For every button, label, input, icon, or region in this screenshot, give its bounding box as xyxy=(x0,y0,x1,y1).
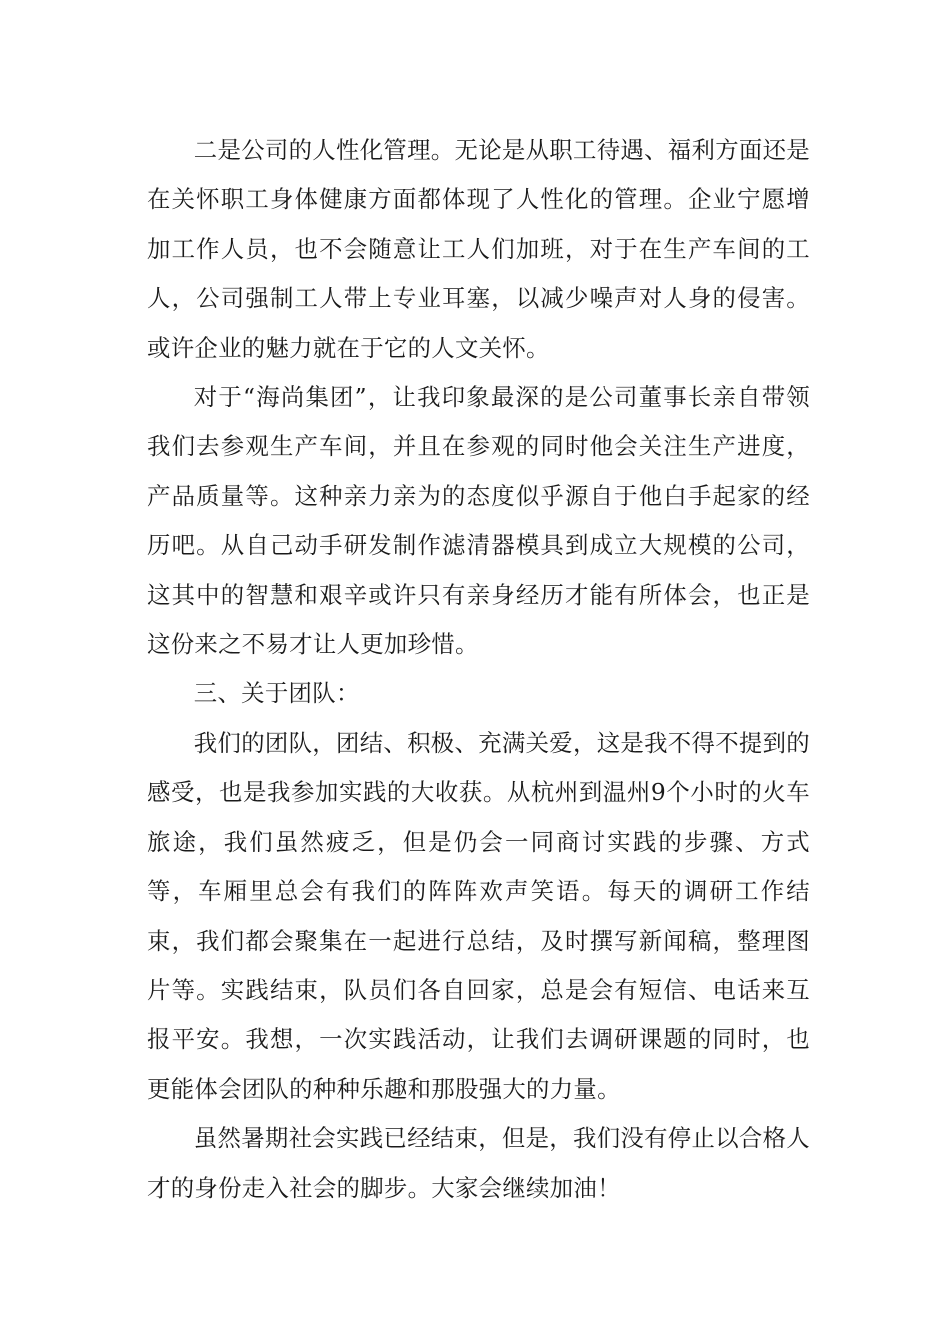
paragraph-humanized-management: 二是公司的人性化管理。无论是从职工待遇、福利方面还是在关怀职工身体健康方面都体现了人性化的管理。企业宁愿增加工作人员，也不会随意让工人们加班，对于在生产车间的工人，公司强制工人带上专业耳塞，以减少噪声对人身的侵害。或许企业的魅力就在于它的人文关怀。 xyxy=(147,136,810,362)
paragraph-team: 我们的团队，团结、积极、充满关爱，这是我不得不提到的感受，也是我参加实践的大收获。从杭州到温州9个小时的火车旅途，我们虽然疲乏，但是仍会一同商讨实践的步骤、方式等，车厢里总会有我们的阵阵欢声笑语。每天的调研工作结束，我们都会聚集在一起进行总结，及时撰写新闻稿，整理图片等。实践结束，队员们各自回家，总是会有短信、电话来互报平安。我想，一次实践活动，让我们去调研课题的同时，也更能体会团队的种种乐趣和那股强大的力量。 xyxy=(147,728,810,1103)
paragraph-haishang-group: 对于“海尚集团”，让我印象最深的是公司董事长亲自带领我们去参观生产车间，并且在参观的同时他会关注生产进度，产品质量等。这种亲力亲为的态度似乎源自于他白手起家的经历吧。从自己动手研发制作滤清器模具到成立大规模的公司，这其中的智慧和艰辛或许只有亲身经历才能有所体会，也正是这份来之不易才让人更加珍惜。 xyxy=(147,383,810,659)
document-body xyxy=(147,126,810,1213)
paragraph-conclusion: 虽然暑期社会实践已经结束，但是，我们没有停止以合格人才的身份走入社会的脚步。大家会继续加油！ xyxy=(147,1124,810,1202)
section-heading-team: 三、关于团队： xyxy=(193,679,360,708)
